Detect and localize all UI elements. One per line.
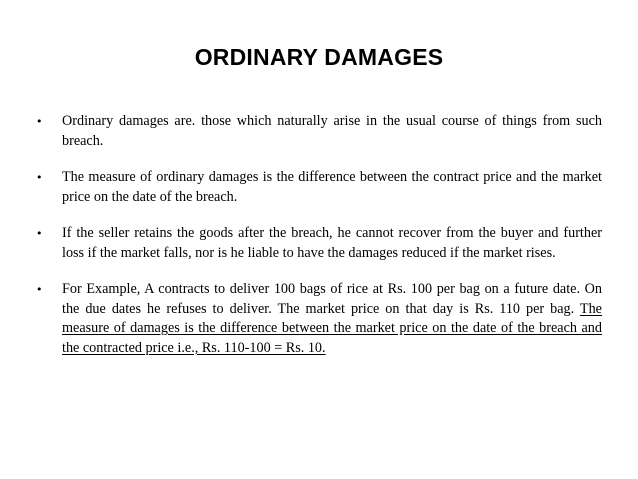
bullet-item-example: [36, 280, 602, 358]
bullet-item-measure-of-damages: [36, 168, 602, 207]
bullet-text: Ordinary damages are. those which naturally arise in the usual course of things from such breach.: [62, 113, 602, 149]
bullet-icon: •: [36, 283, 43, 296]
bullet-text: For Example, A contracts to deliver 100 bags of rice at Rs. 100 per bag on a future date. On the due dates he refuses to deliver. The market price on that day is Rs. 110 per bag.: [62, 281, 602, 317]
underlined-conclusion-text: The measure of damages is the difference between the market price on the date of the breach and the contracted price i.e., Rs. 110-100 = Rs. 10.: [62, 300, 602, 356]
bullet-list: [36, 112, 602, 358]
slide-title: ORDINARY DAMAGES: [194, 44, 444, 70]
bullet-text: If the seller retains the goods after the breach, he cannot recover from the buyer and further loss if the market falls, nor is he liable to have the damages reduced if the market rises.: [62, 225, 602, 261]
bullet-icon: •: [36, 115, 43, 128]
bullet-item-seller-retains-goods: [36, 224, 602, 263]
bullet-icon: •: [36, 227, 43, 240]
bullet-text: The measure of ordinary damages is the difference between the contract price and the market price on the date of the breach.: [62, 169, 602, 205]
bullet-icon: •: [36, 171, 43, 184]
bullet-item-ordinary-damages-definition: [36, 112, 602, 151]
